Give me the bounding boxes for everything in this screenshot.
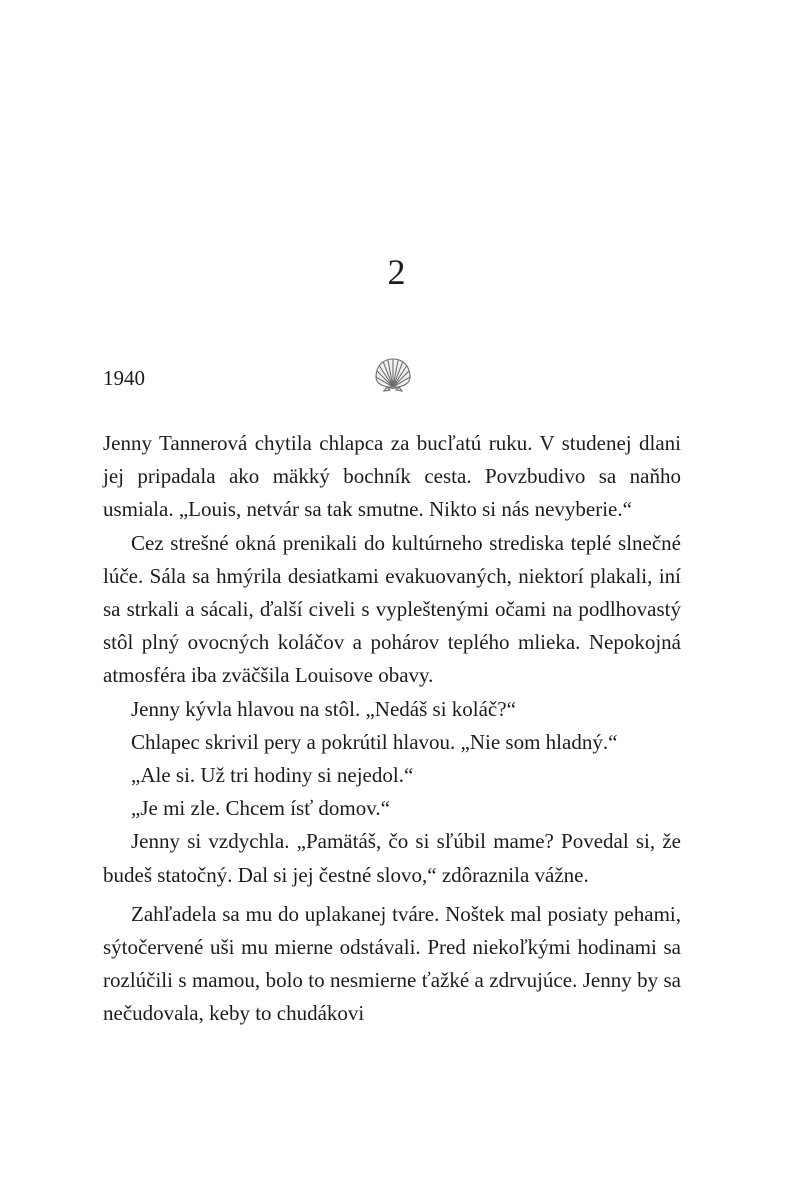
paragraph: Zahľadela sa mu do uplakanej tváre. Noštek mal posiaty pehami, sýtočervené uši mu mierne odstávali. Pred niekoľkými hodinami sa rozlúčili s mamou, bolo to nesmierne ťažké a zdrvujúce. Jenny by sa nečudovala, keby to chudákovi	[103, 901, 681, 1026]
paragraph: Chlapec skrivil pery a pokrútil hlavou. „Nie som hladný.“	[131, 729, 618, 754]
body-text	[103, 427, 681, 1031]
chapter-number: 2	[387, 252, 406, 292]
scallop-shell-icon	[370, 355, 416, 393]
paragraph: Jenny kývla hlavou na stôl. „Nedáš si koláč?“	[131, 696, 516, 721]
chapter-year: 1940	[103, 366, 145, 390]
paragraph: „Je mi zle. Chcem ísť domov.“	[131, 796, 390, 821]
paragraph: Jenny Tannerová chytila chlapca za bucľatú ruku. V studenej dlani jej pripadala ako mäkký bochník cesta. Povzbudivo sa naňho usmiala. „Louis, netvár sa tak smutne. Nikto si nás nevyberie.“	[103, 431, 681, 522]
paragraph: „Ale si. Už tri hodiny si nejedol.“	[131, 763, 414, 788]
paragraph: Cez strešné okná prenikali do kultúrneho strediska teplé slnečné lúče. Sála sa hmýrila desiatkami evakuovaných, niektorí plakali, iní sa strkali a sácali, ďalší civeli s vypleštenými očami na podlhovastý stôl plný ovocných koláčov a pohárov teplého mlieka. Nepokojná atmosféra iba zväčšila Louisove obavy.	[103, 530, 681, 688]
paragraph: Jenny si vzdychla. „Pamätáš, čo si sľúbil mame? Povedal si, že budeš statočný. Dal si jej čestné slovo,“ zdôraznila vážne.	[103, 829, 681, 887]
